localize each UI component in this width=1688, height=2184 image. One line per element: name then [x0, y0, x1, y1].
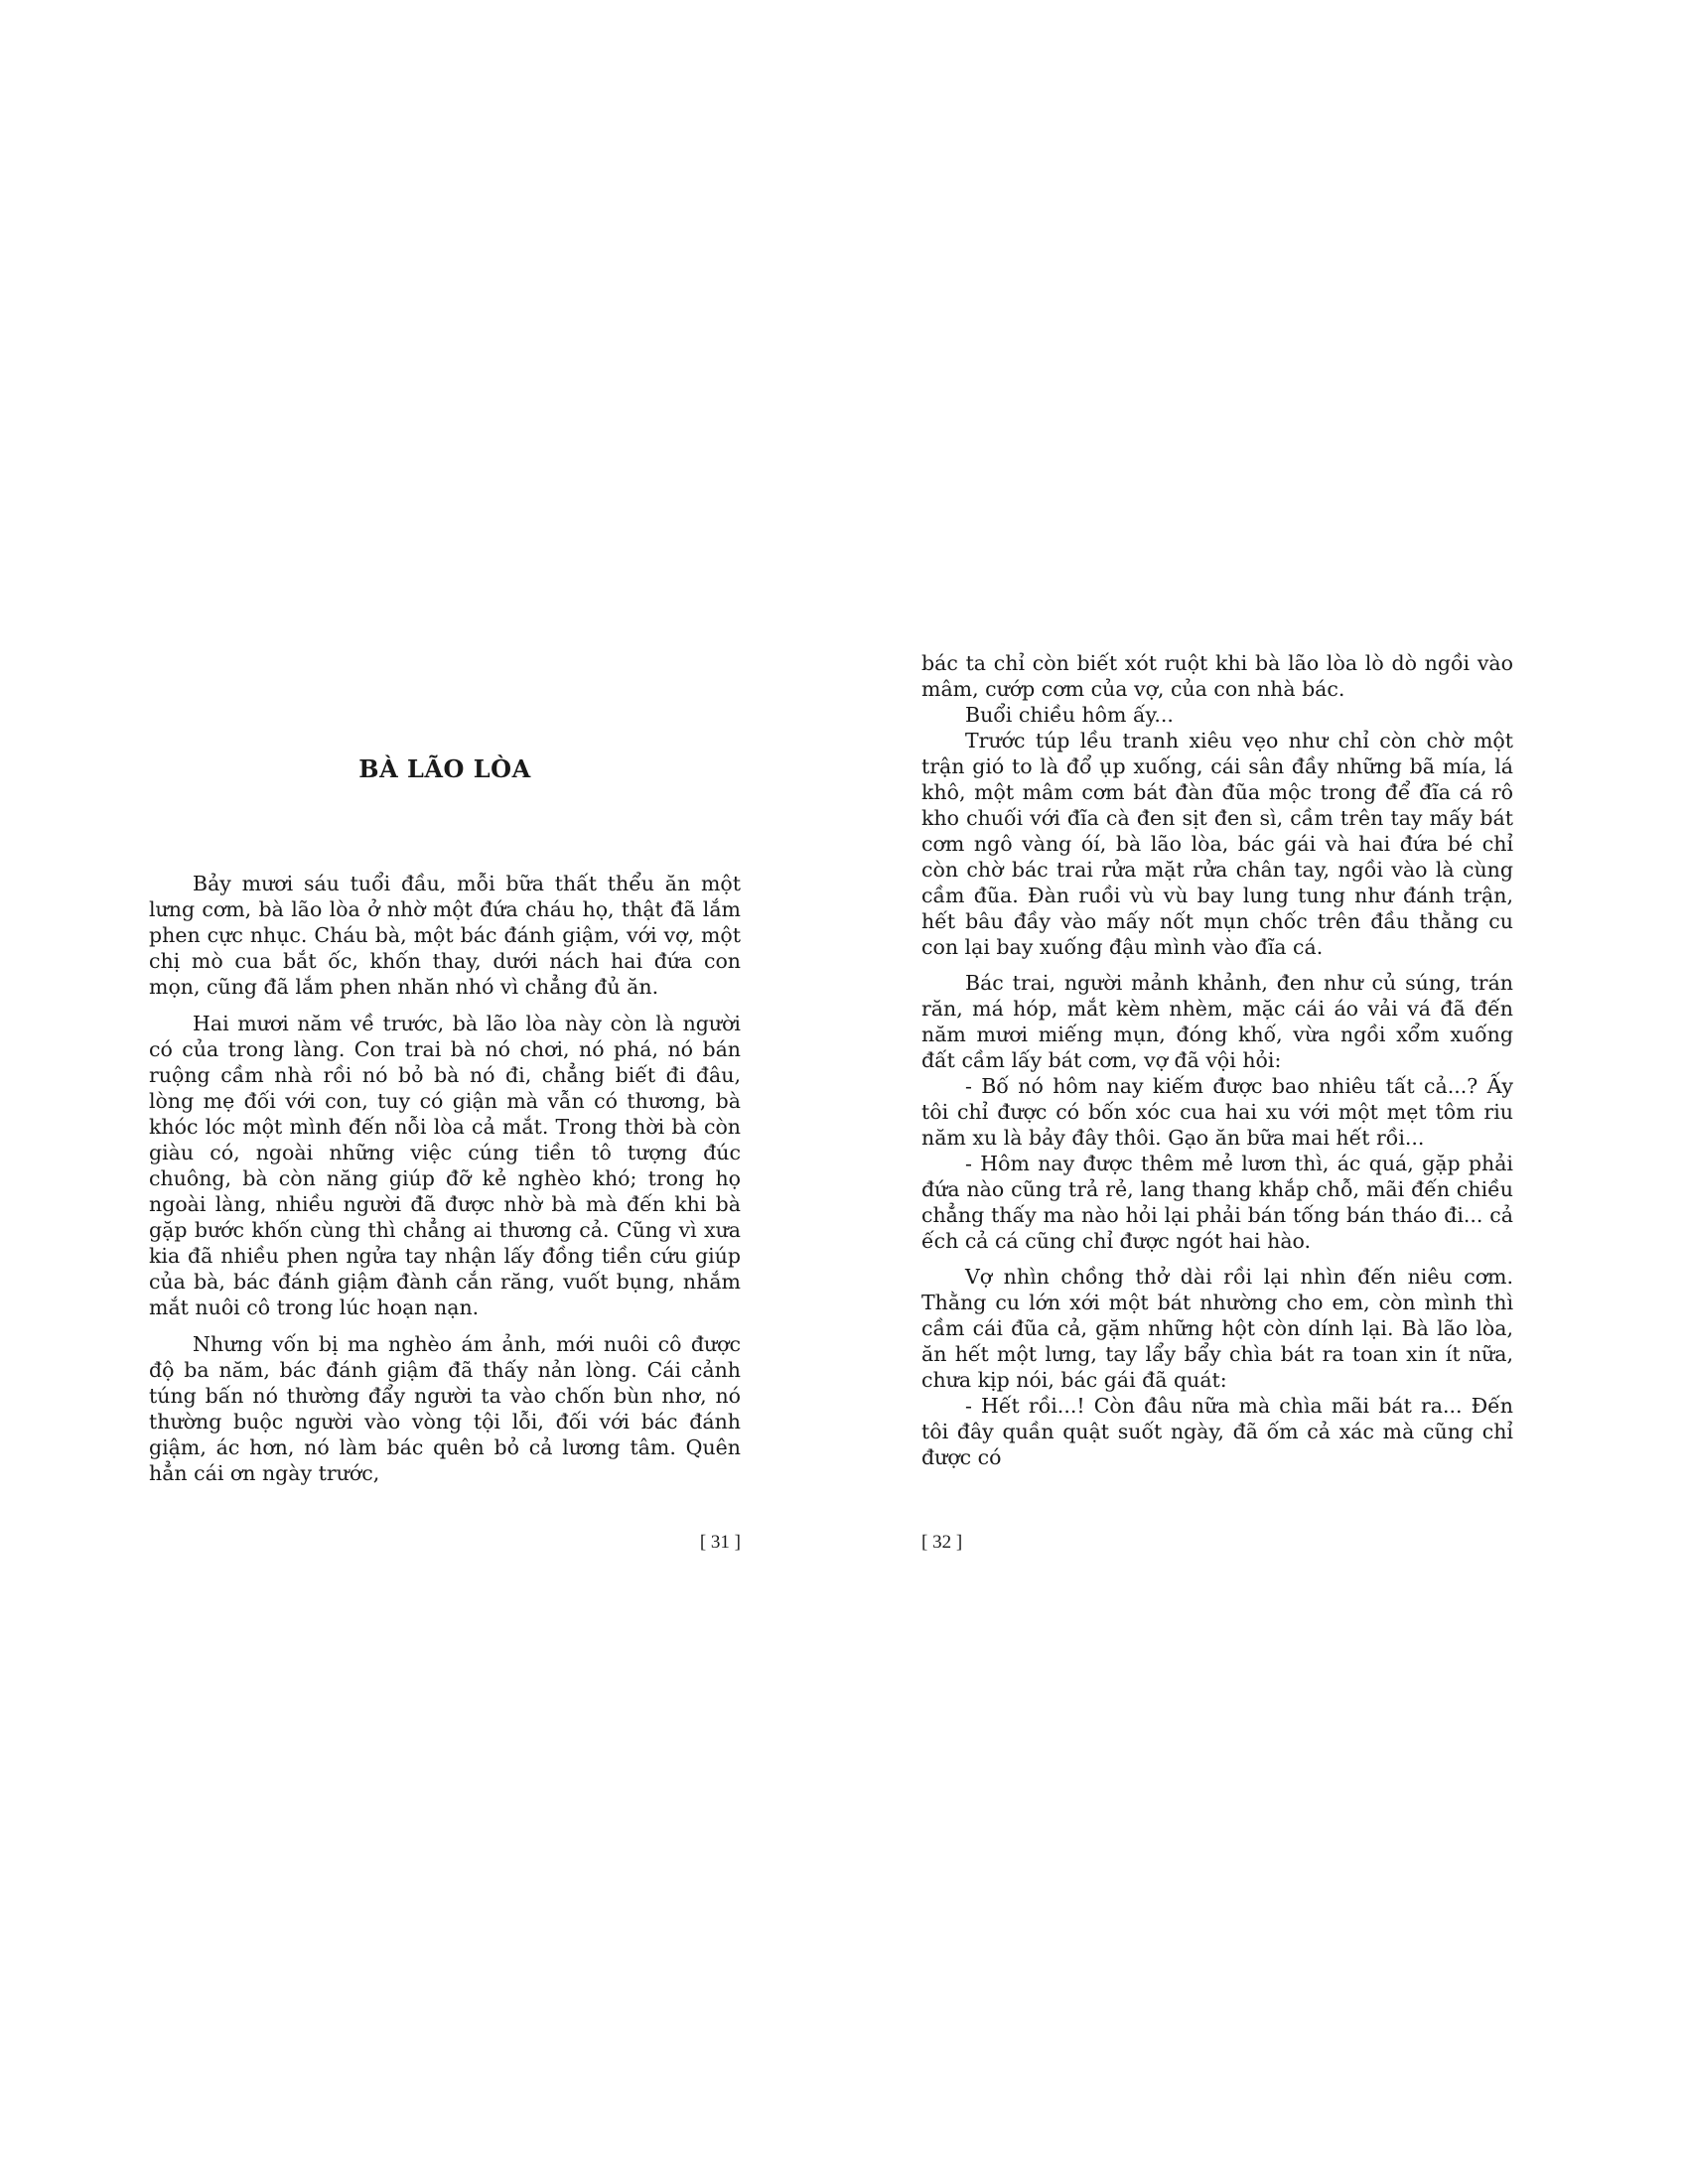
chapter-title: BÀ LÃO LÒA: [358, 754, 531, 783]
paragraph: Nhưng vốn bị ma nghèo ám ảnh, mới nuôi cô được độ ba năm, bác đánh giậm đã thấy nản lòng. Cái cảnh túng bấn nó thường đẩy người ta vào chốn bùn nhơ, nó thường buộc người vào vòng tội lỗi, đối với bác đánh giậm, ác hơn, nó làm bác quên bỏ cả lương tâm. Quên hẳn cái ơn ngày trước,: [149, 1332, 741, 1485]
page-number: [ 32 ]: [921, 1532, 963, 1553]
paragraph: Bảy mươi sáu tuổi đầu, mỗi bữa thất thểu ăn một lưng cơm, bà lão lòa ở nhờ một đứa cháu họ, thật đã lắm phen cực nhục. Cháu bà, một bác đánh giậm, với vợ, một chị mò cua bắt ốc, khốn thay, dưới nách hai đứa con mọn, cũng đã lắm phen nhăn nhó vì chẳng đủ ăn.: [149, 872, 741, 999]
paragraph: Bác trai, người mảnh khảnh, đen như củ súng, trán răn, má hóp, mắt kèm nhèm, mặc cái áo vải vá đã đến năm mươi miếng mụn, đóng khố, vừa ngồi xổm xuống đất cầm lấy bát cơm, vợ đã vội hỏi:: [921, 971, 1513, 1072]
right-page-body: [921, 650, 1513, 1470]
paragraph: - Hết rồi...! Còn đâu nữa mà chìa mãi bát ra... Đến tôi đây quần quật suốt ngày, đã ốm cả xác mà cũng chỉ được có: [921, 1394, 1513, 1469]
left-page-body: [149, 871, 741, 1497]
paragraph: Buổi chiều hôm ấy...: [965, 703, 1174, 727]
paragraph: - Hôm nay được thêm mẻ lươn thì, ác quá, gặp phải đứa nào cũng trả rẻ, lang thang khắp chỗ, mãi đến chiều chẳng thấy ma nào hỏi lại phải bán tống bán tháo đi... cả ếch cả cá cũng chỉ được ngót hai hào.: [921, 1152, 1513, 1253]
paragraph: Vợ nhìn chồng thở dài rồi lại nhìn đến niêu cơm. Thằng cu lớn xới một bát nhường cho em, còn mình thì cầm cái đũa cả, gặm những hột còn dính lại. Bà lão lòa, ăn hết một lưng, tay lẩy bẩy chìa bát ra toan xin ít nữa, chưa kịp nói, bác gái đã quát:: [921, 1265, 1513, 1392]
paragraph: - Bố nó hôm nay kiếm được bao nhiêu tất cả...? Ấy tôi chỉ được có bốn xóc cua hai xu với một mẹt tôm riu năm xu là bảy đây thôi. Gạo ăn bữa mai hết rồi...: [921, 1074, 1513, 1150]
paragraph: bác ta chỉ còn biết xót ruột khi bà lão lòa lò dò ngồi vào mâm, cướp cơm của vợ, của con nhà bác.: [921, 651, 1513, 701]
paragraph: Trước túp lều tranh xiêu vẹo như chỉ còn chờ một trận gió to là đổ ụp xuống, cái sân đầy những bã mía, lá khô, một mâm cơm bát đàn đũa mộc trong để đĩa cá rô kho chuối với đĩa cà đen sịt đen sì, cầm trên tay mấy bát cơm ngô vàng óí, bà lão lòa, bác gái và hai đứa bé chỉ còn chờ bác trai rửa mặt rửa chân tay, ngồi vào là cùng cầm đũa. Đàn ruồi vù vù bay lung tung như đánh trận, hết bâu đầy vào mấy nốt mụn chốc trên đầu thằng cu con lại bay xuống đậu mình vào đĩa cá.: [921, 729, 1513, 959]
page-number: [ 31 ]: [699, 1532, 741, 1553]
paragraph: Hai mươi năm về trước, bà lão lòa này còn là người có của trong làng. Con trai bà nó chơi, nó phá, nó bán ruộng cầm nhà rồi nó bỏ bà nó đi, chẳng biết đi đâu, lòng mẹ đối với con, tuy có giận mà vẫn có thương, bà khóc lóc một mình đến nỗi lòa cả mắt. Trong thời bà còn giàu có, ngoài những việc cúng tiền tô tượng đúc chuông, bà còn năng giúp đỡ kẻ nghèo khó; trong họ ngoài làng, nhiều người đã được nhờ bà mà đến khi bà gặp bước khốn cùng thì chẳng ai thương cả. Cũng vì xưa kia đã nhiều phen ngửa tay nhận lấy đồng tiền cứu giúp của bà, bác đánh giậm đành cắn răng, vuốt bụng, nhắm mắt nuôi cô trong lúc hoạn nạn.: [149, 1012, 741, 1319]
